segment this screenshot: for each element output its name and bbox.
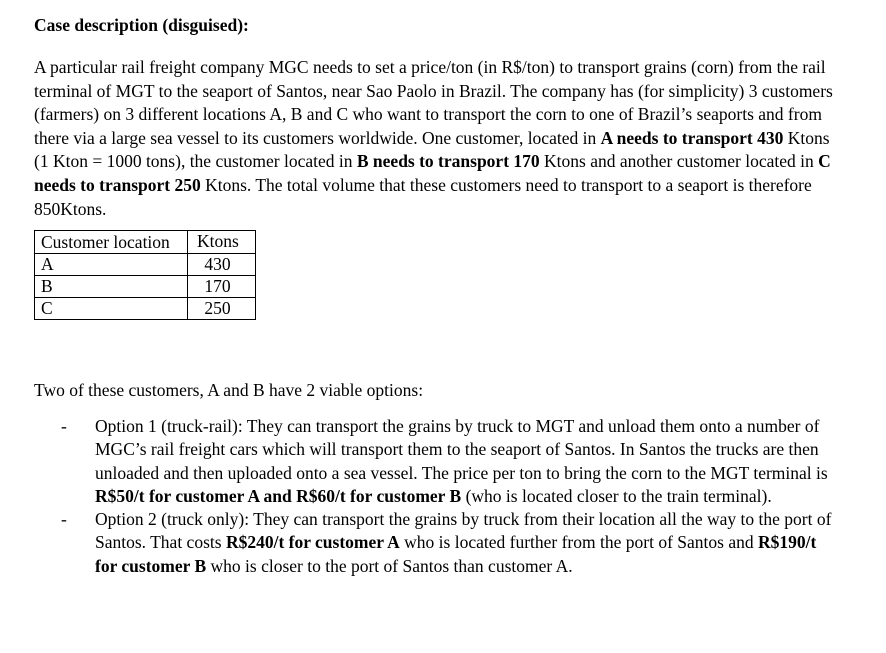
paragraph-text-2: Ktons (1 Kton = 1000 tons), the customer located in xyxy=(34,127,830,172)
dash-bullet-icon: - xyxy=(61,416,67,436)
paragraph-bold-c: C needs to transport 250 xyxy=(34,151,831,195)
option-text: Option 2 (truck only): They can transport the grains by truck from their location all the way to the port of Santos. That costs xyxy=(95,509,832,553)
header-customer-location: Customer location xyxy=(35,231,188,254)
paragraph-text-1: A particular rail freight company MGC needs to set a price/ton (in R$/ton) to transport grains (corn) from the rail terminal of MGT to the seaport of Santos, near Sao Paolo in Brazil. The company has (for simplicity) 3 customers (farmers) on 3 different locations A, B and C who want to transport the corn to one of Brazil’s seaports and from there via a large sea vessel to its customers worldwide. One customer, located in xyxy=(34,57,833,148)
table-header-row xyxy=(35,231,256,254)
cell-location: B xyxy=(35,276,188,298)
option-bold: R$190/t for customer B xyxy=(95,532,817,576)
list-item xyxy=(34,415,840,508)
cell-ktons: 250 xyxy=(188,298,256,320)
dash-bullet-icon: - xyxy=(61,509,67,530)
paragraph-bold-b: B needs to transport 170 xyxy=(356,151,540,172)
cell-location: C xyxy=(35,298,188,320)
paragraph-text-4: Ktons. The total volume that these customers need to transport to a seaport is therefore 850Ktons. xyxy=(34,174,812,219)
case-heading: Case description (disguised): xyxy=(34,15,249,35)
case-paragraph xyxy=(34,56,846,221)
options-intro: Two of these customers, A and B have 2 viable options: xyxy=(34,380,424,400)
table-row xyxy=(35,298,256,320)
paragraph-bold-a: A needs to transport 430 xyxy=(600,127,784,148)
customer-volume-table xyxy=(34,230,256,320)
option-bold: R$50/t for customer A and R$60/t for customer B xyxy=(95,485,462,506)
option-text: who is located further from the port of Santos and xyxy=(399,532,758,553)
cell-ktons: 430 xyxy=(188,254,256,276)
cell-ktons: 170 xyxy=(188,276,256,298)
list-item xyxy=(34,508,840,578)
option-text: who is closer to the port of Santos than customer A. xyxy=(206,555,573,576)
options-list xyxy=(34,415,840,578)
cell-location: A xyxy=(35,254,188,276)
option-text: Option 1 (truck-rail): They can transport the grains by truck to MGT and unload them onto a number of MGC’s rail freight cars which will transport them to the seaport of Santos. In Santos the trucks are then unloaded and then uploaded onto a sea vessel. The price per ton to bring the corn to the MGT terminal is xyxy=(95,416,828,483)
table-row xyxy=(35,254,256,276)
option-bold: R$240/t for customer A xyxy=(225,532,400,553)
option-text: (who is located closer to the train terminal). xyxy=(461,485,772,506)
paragraph-text-3: Ktons and another customer located in xyxy=(539,151,819,172)
header-ktons: Ktons xyxy=(188,231,256,254)
table-row xyxy=(35,276,256,298)
